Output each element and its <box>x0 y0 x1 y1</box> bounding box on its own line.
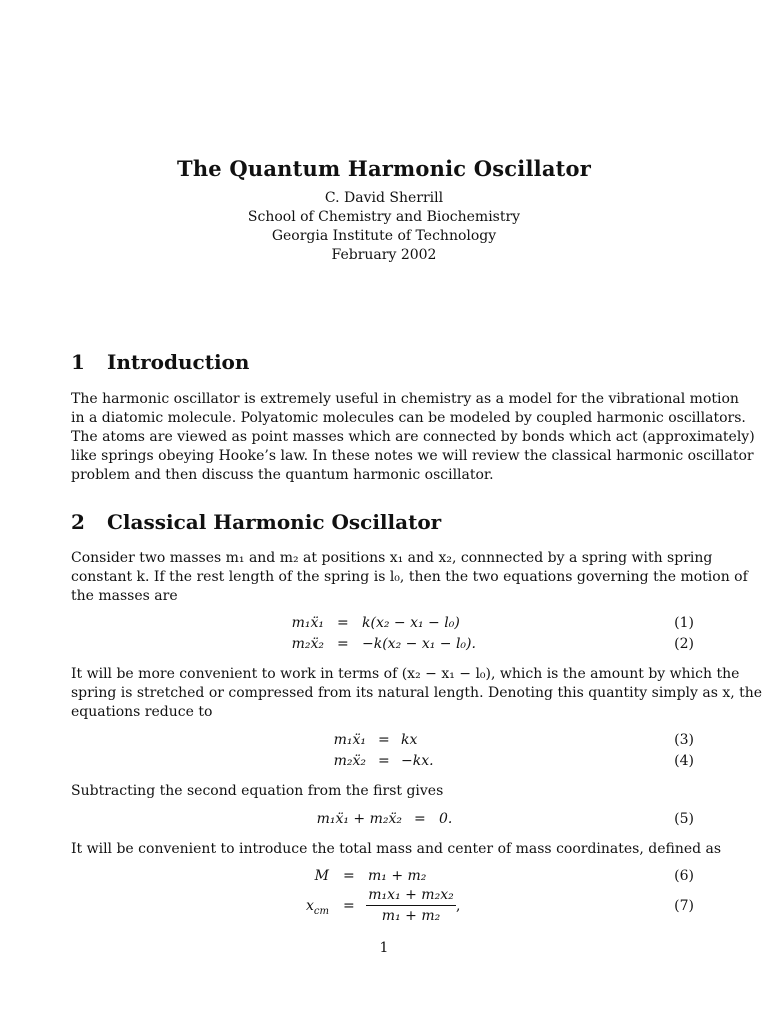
equation-number: (2) <box>674 636 694 652</box>
equation-3 <box>0 732 768 752</box>
equation-lhs: M <box>314 868 329 884</box>
paragraph-line: It will be convenient to introduce the total mass and center of mass coordinates, defined as <box>71 841 722 857</box>
classical-paragraph-3 <box>71 782 694 801</box>
equation-lhs: m₁ẍ₁ <box>333 732 366 748</box>
equation-7-fraction <box>366 887 456 924</box>
equation-number: (6) <box>674 868 694 884</box>
affiliation-school: School of Chemistry and Biochemistry <box>247 209 521 225</box>
equation-rhs: m₁ + m₂ <box>368 868 427 884</box>
equation-rhs: −kx. <box>401 753 434 769</box>
section-number: 2 <box>71 510 85 534</box>
section-title: Introduction <box>107 350 250 374</box>
equation-number: (7) <box>674 898 694 914</box>
equation-relation: = <box>378 732 390 748</box>
title-block <box>0 156 768 265</box>
section-number: 1 <box>71 350 85 374</box>
equation-number: (5) <box>674 811 694 827</box>
paragraph-line: equations reduce to <box>71 704 213 720</box>
paragraph-line: The harmonic oscillator is extremely useful in chemistry as a model for the vibrational motion <box>71 391 739 407</box>
equation-relation: = <box>337 636 349 652</box>
equation-relation: = <box>343 898 355 914</box>
publication-date: February 2002 <box>331 247 437 263</box>
section-heading-introduction <box>71 350 249 374</box>
equation-rhs: −k(x₂ − x₁ − l₀). <box>362 636 476 652</box>
paragraph-line: spring is stretched or compressed from its natural length. Denoting this quantity simply as x, the <box>71 685 763 701</box>
equation-6 <box>0 868 768 888</box>
equation-5 <box>0 811 768 831</box>
classical-paragraph-2 <box>71 665 763 722</box>
paragraph-line: the masses are <box>71 588 178 604</box>
paragraph-line: The atoms are viewed as point masses which are connected by bonds which act (approximately) <box>71 429 755 445</box>
paragraph-line: Subtracting the second equation from the first gives <box>71 783 444 799</box>
equation-lhs: m₂ẍ₂ <box>291 636 324 652</box>
classical-paragraph-4 <box>71 840 722 859</box>
equation-relation: = <box>343 868 355 884</box>
equation-2 <box>0 636 768 656</box>
equation-subscript: cm <box>313 905 329 917</box>
fraction-bar <box>366 905 456 906</box>
equation-relation: = <box>414 811 426 827</box>
affiliation-institute: Georgia Institute of Technology <box>271 228 497 244</box>
section-heading-classical <box>71 510 441 534</box>
author-name: C. David Sherrill <box>324 190 444 206</box>
equation-lhs: m₂ẍ₂ <box>333 753 366 769</box>
equation-4 <box>0 753 768 773</box>
equation-lhs: m₁ẍ₁ <box>291 615 324 631</box>
paragraph-line: constant k. If the rest length of the spring is l₀, then the two equations governing the motion of <box>71 569 748 585</box>
equation-1 <box>0 615 768 635</box>
section-title: Classical Harmonic Oscillator <box>107 510 442 534</box>
introduction-paragraph <box>71 390 755 485</box>
fraction-numerator: m₁x₁ + m₂x₂ <box>368 887 454 903</box>
equation-lhs: m₁ẍ₁ + m₂ẍ₂ <box>316 811 402 827</box>
equation-number: (4) <box>674 753 694 769</box>
paragraph-line: in a diatomic molecule. Polyatomic molecules can be modeled by coupled harmonic oscillators. <box>71 410 746 426</box>
equation-relation: = <box>378 753 390 769</box>
document-title: The Quantum Harmonic Oscillator <box>177 156 591 181</box>
equation-relation: = <box>337 615 349 631</box>
equation-variable: x <box>306 898 314 914</box>
equation-rhs: k(x₂ − x₁ − l₀) <box>362 615 460 631</box>
equation-number: (1) <box>674 615 694 631</box>
paragraph-line: It will be more convenient to work in terms of (x₂ − x₁ − l₀), which is the amount by which the <box>71 666 740 682</box>
fraction-denominator: m₁ + m₂ <box>381 908 441 924</box>
equation-number: (3) <box>674 732 694 748</box>
paragraph-line: problem and then discuss the quantum harmonic oscillator. <box>71 467 494 483</box>
equation-rhs: kx <box>401 732 418 748</box>
equation-lhs <box>306 898 329 917</box>
equation-rhs: 0. <box>439 811 453 827</box>
page-number: 1 <box>379 940 389 956</box>
paragraph-line: like springs obeying Hooke’s law. In these notes we will review the classical harmonic oscillator <box>71 448 754 464</box>
equation-7-comma: , <box>456 898 461 914</box>
paragraph-line: Consider two masses m₁ and m₂ at positions x₁ and x₂, connnected by a spring with spring <box>71 550 713 566</box>
classical-paragraph-1 <box>71 549 748 606</box>
